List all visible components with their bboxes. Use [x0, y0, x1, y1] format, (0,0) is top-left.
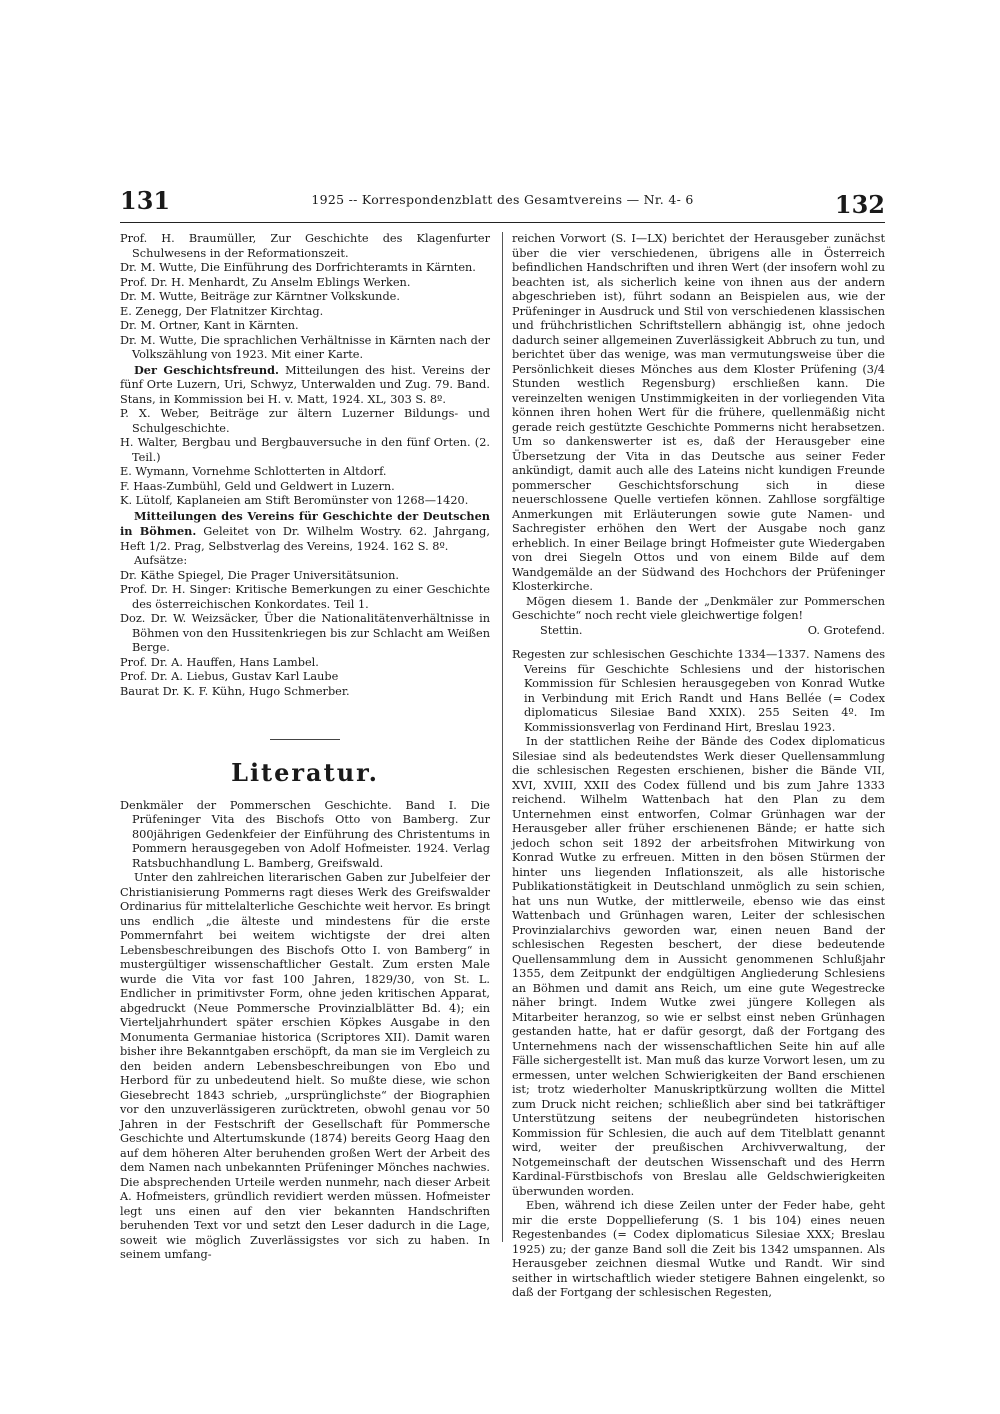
- article-entry: Prof. Dr. A. Hauffen, Hans Lambel.: [120, 655, 319, 669]
- signature-place: Stettin.: [540, 623, 583, 637]
- article-entry: F. Haas-Zumbühl, Geld und Geldwert in Luzern.: [120, 479, 395, 493]
- journal-block: [120, 363, 490, 408]
- review-body-continued: reichen Vorwort (S. I—LX) berichtet der Herausgeber zunächst über die vier verschiedenen, übrigens alle in Österreich befindlichen Handschriften und ihren Wert (der insofern wohl zu beachten ist, als sicherlich keine von ihnen aus der andern abgeschrieben ist), führt sodann an Beispielen aus, wie der Prüfeninger in Ausdruck und Stil von verschiedenen klassischen und frühchristlichen Schriftstellern abhängig ist, ohne jedoch dadurch seiner allgemeinen Zuverlässigkeit Abbruch zu tun, und berichtet über das wenige, was man vermutungsweise über die Persönlichkeit dieses Mönches aus dem Kloster Prüfening (3/4 Stunden westlich Regensburg) erschließen kann. Die vereinzelten wenigen Unstimmigkeiten in der vorliegenden Vita können ihren hohen Wert für die frühere, quellenmäßig nicht gerade reich gestützte Geschichte Pommerns nicht herabsetzen. Um so dankenswerter ist es, daß der Herausgeber eine Übersetzung der Vita in das Deutsche aus seiner Feder ankündigt, damit auch alle des Lateins nicht kundigen Freunde pommerscher Geschichtsforschung sich in diese neuerschlossene Quelle vertiefen können. Zahllose sorgfältige Anmerkungen mit Erläuterungen sowie gute Namen- und Sachregister erhöhen den Wert der Ausgabe noch ganz erheblich. In einer Beilage bringt Hofmeister gute Wiedergaben von drei Siegeln Ottos und von einem Bilde auf dem Wandgemälde an der Südwand des Hochchors der Prüfeninger Klosterkirche.: [512, 232, 885, 593]
- article-entry: Dr. M. Ortner, Kant in Kärnten.: [120, 319, 299, 332]
- article-entry: K. Lütolf, Kaplaneien am Stift Beromünster von 1268—1420.: [120, 494, 469, 507]
- review-heading: Regesten zur schlesischen Geschichte 1334—1337. Namens des Vereins für Geschichte Schlesiens und der historischen Kommission für Schlesien herausgegeben von Konrad Wutke in Verbindung mit Erich Randt und Hans Bellée (= Codex diplomaticus Silesiae Band XXIX). 255 Seiten 4º. Im Kommissionsverlag von Ferdinand Hirt, Breslau 1923.: [512, 648, 885, 734]
- left-column: [120, 232, 490, 1263]
- article-entry: Prof. Dr. A. Liebus, Gustav Karl Laube: [120, 670, 339, 683]
- article-entry: Prof. Dr. H. Singer: Kritische Bemerkungen zu einer Geschichte des österreichischen Konkordates. Teil 1.: [120, 583, 490, 611]
- right-column: [512, 232, 885, 1301]
- article-entry: Baurat Dr. K. F. Kühn, Hugo Schmerber.: [120, 684, 350, 698]
- left-page-number: 131: [120, 186, 171, 215]
- article-entry: Dr. M. Wutte, Die sprachlichen Verhältnisse in Kärnten nach der Volkszählung von 1923. Mit einer Karte.: [120, 333, 490, 361]
- article-entry: Dr. Käthe Spiegel, Die Prager Universitätsunion.: [120, 568, 399, 582]
- article-entry: Dr. M. Wutte, Beiträge zur Kärntner Volkskunde.: [120, 290, 400, 303]
- article-entry: P. X. Weber, Beiträge zur ältern Luzerner Bildungs- und Schulgeschichte.: [120, 407, 490, 435]
- aufsaetze-label: Aufsätze:: [134, 554, 188, 567]
- section-rule: [270, 739, 340, 740]
- section-heading: Literatur.: [231, 758, 379, 787]
- review-closing: Mögen diesem 1. Bande der „Denkmäler zur Pommerschen Geschichte“ noch recht viele gleichwertige folgen!: [512, 594, 885, 622]
- signature-name: O. Grotefend.: [807, 623, 885, 637]
- journal-description: Geleitet von Dr. Wilhelm Wostry. 62. Jahrgang, Heft 1/2. Prag, Selbstverlag des Vereins, 1924. 162 S. 8º.: [120, 525, 490, 553]
- journal-description: Mitteilungen des hist. Vereins der fünf Orte Luzern, Uri, Schwyz, Unterwalden und Zug. 79. Band. Stans, in Kommission bei H. v. Matt, 1924. XL, 303 S. 8º.: [120, 363, 491, 406]
- article-entry: E. Zenegg, Der Flatnitzer Kirchtag.: [120, 304, 324, 318]
- journal-title: Mitteilungen des Vereins für Geschichte der Deutschen in Böhmen.: [120, 508, 490, 538]
- article-entry: H. Walter, Bergbau und Bergbauversuche in den fünf Orten. (2. Teil.): [120, 436, 490, 464]
- review-body: Unter den zahlreichen literarischen Gaben zur Jubelfeier der Christianisierung Pommerns ragt dieses Werk des Greifswalder Ordinarius für mittelalterliche Geschichte weit hervor. Es bringt uns endlich „die älteste und mindestens für die erste Pommernfahrt bei weitem wichtigste der drei alten Lebensbeschreibungen des Bischofs Otto I. von Bamberg“ in mustergültiger wissenschaftlicher Gestalt. Zum ersten Male wurde die Vita vor fast 100 Jahren, 1829/30, von St. L. Endlicher in primitivster Form, ohne jeden kritischen Apparat, abgedruckt (Neue Pommersche Provinzialblätter Bd. 4); ein Vierteljahrhundert später erschien Köpkes Ausgabe in den Monumenta Germaniae historica (Scriptores XII). Damit waren bisher ihre Bekanntgaben erschöpft, da man sie im Vergleich zu den beiden andern Lebensbeschreibungen von Ebo und Herbord für zu unbedeutend hielt. So mußte diese, wie schon Giesebrecht 1843 schrieb, „ursprünglichste“ der Biographien vor den unzuverlässigeren zurücktreten, obwohl genau vor 50 Jahren in der Festschrift der Gesellschaft für Pommersche Geschichte und Altertumskunde (1874) bereits Georg Haag den auf dem höheren Alter beruhenden großen Wert der Arbeit des dem Namen nach unbekannten Prüfeninger Mönches nachwies. Die absprechenden Urteile werden nunmehr, nach dieser Arbeit A. Hofmeisters, gründlich revidiert werden müssen. Hofmeister legt uns einen auf den vier bekannten Handschriften beruhenden Text vor und setzt den Leser dadurch in die Lage, soweit wie möglich Zuverlässigstes vor sich zu haben. In seinem umfang-: [120, 871, 490, 1261]
- article-entry: Dr. M. Wutte, Die Einführung des Dorfrichteramts in Kärnten.: [120, 261, 476, 274]
- page-header: [120, 186, 885, 219]
- review-body: Eben, während ich diese Zeilen unter der Feder habe, geht mir die erste Doppellieferung (S. 1 bis 104) eines neuen Regestenbandes (= Codex diplomaticus Silesiae XXX; Breslau 1925) zu; der ganze Band soll die Zeit bis 1342 umspannen. Als Herausgeber zeichnen diesmal Wutke und Randt. Wir sind seither in wirtschaftlich wieder stetigere Bahnen eingelenkt, so daß der Fortgang der schlesischen Regesten,: [512, 1199, 885, 1299]
- journal-title: Der Geschichtsfreund.: [134, 362, 279, 377]
- journal-block: [120, 509, 490, 555]
- article-entry: Prof. H. Braumüller, Zur Geschichte des Klagenfurter Schulwesens in der Reformationszeit.: [120, 232, 490, 260]
- spacer: [512, 638, 885, 648]
- running-title: 1925 -- Korrespondenzblatt des Gesamtvereins — Nr. 4- 6: [311, 192, 694, 207]
- article-entry: Prof. Dr. H. Menhardt, Zu Anselm Eblings Werken.: [120, 275, 411, 289]
- right-page-number: 132: [834, 190, 885, 219]
- review-signature: [512, 624, 885, 639]
- review-body: In der stattlichen Reihe der Bände des Codex diplomaticus Silesiae sind als bedeutendstes Werk dieser Quellensammlung die schlesischen Regesten erschienen, bisher die Bände VII, XVI, XVIII, XXII des Codex füllend und bis zum Jahre 1333 reichend. Wilhelm Wattenbach hat den Plan zu dem Unternehmen einst entworfen, Colmar Grünhagen war der Herausgeber aller früher erschienenen Bände; er hatte sich jedoch schon seit 1892 der arbeitsfrohen Mitwirkung von Konrad Wutke zu erfreuen. Mitten in den bösen Stürmen der hinter uns liegenden Inflationszeit, als alle historische Publikationstätigkeit in Deutschland unmöglich zu sein schien, hat uns nun Wutke, der mittlerweile, ebenso wie das einst Wattenbach und Grünhagen waren, Leiter der schlesischen Provinzialarchivs geworden war, einen neuen Band der schlesischen Regesten beschert, der diese bedeutende Quellensammlung dem in Aussicht genommenen Schlußjahr 1355, dem Zeitpunkt der endgültigen Angliederung Schlesiens an Böhmen und damit ans Reich, um eine gute Wegestrecke näher bringt. Indem Wutke zwei jüngere Kollegen als Mitarbeiter heranzog, so wie er selbst einst neben Grünhagen gestanden hatte, hat er dafür gesorgt, daß der Fortgang des Unternehmens nach der wissenschaftlichen Seite hin auf alle Fälle sichergestellt ist. Man muß das kurze Vorwort lesen, um zu ermessen, unter welchen Schwierigkeiten der Band erschienen ist; trotz wiederholter Manuskriptkürzung wollten die Mittel zum Druck nicht reichen; schließlich aber sind bei tatkräftiger Unterstützung seitens der neubegründeten historischen Kommission für Schlesien, die auch auf dem Titelblatt genannt wird, weiter der preußischen Archivverwaltung, der Notgemeinschaft der deutschen Wissenschaft und des Herrn Kardinal-Fürstbischofs von Breslau alle Geldschwierigkeiten überwunden worden.: [512, 735, 885, 1198]
- header-rule: [120, 222, 885, 223]
- column-divider: [502, 232, 503, 1242]
- article-entry: Doz. Dr. W. Weizsäcker, Über die Nationalitätenverhältnisse in Böhmen von den Hussitenkriegen bis zur Schlacht am Weißen Berge.: [120, 612, 490, 654]
- article-entry: E. Wymann, Vornehme Schlotterten in Altdorf.: [120, 465, 387, 478]
- review-heading: Denkmäler der Pommerschen Geschichte. Band I. Die Prüfeninger Vita des Bischofs Otto von Bamberg. Zur 800jährigen Gedenkfeier der Einführung des Christentums in Pommern herausgegeben von Adolf Hofmeister. 1924. Verlag Ratsbuchhandlung L. Bamberg, Greifswald.: [120, 798, 490, 870]
